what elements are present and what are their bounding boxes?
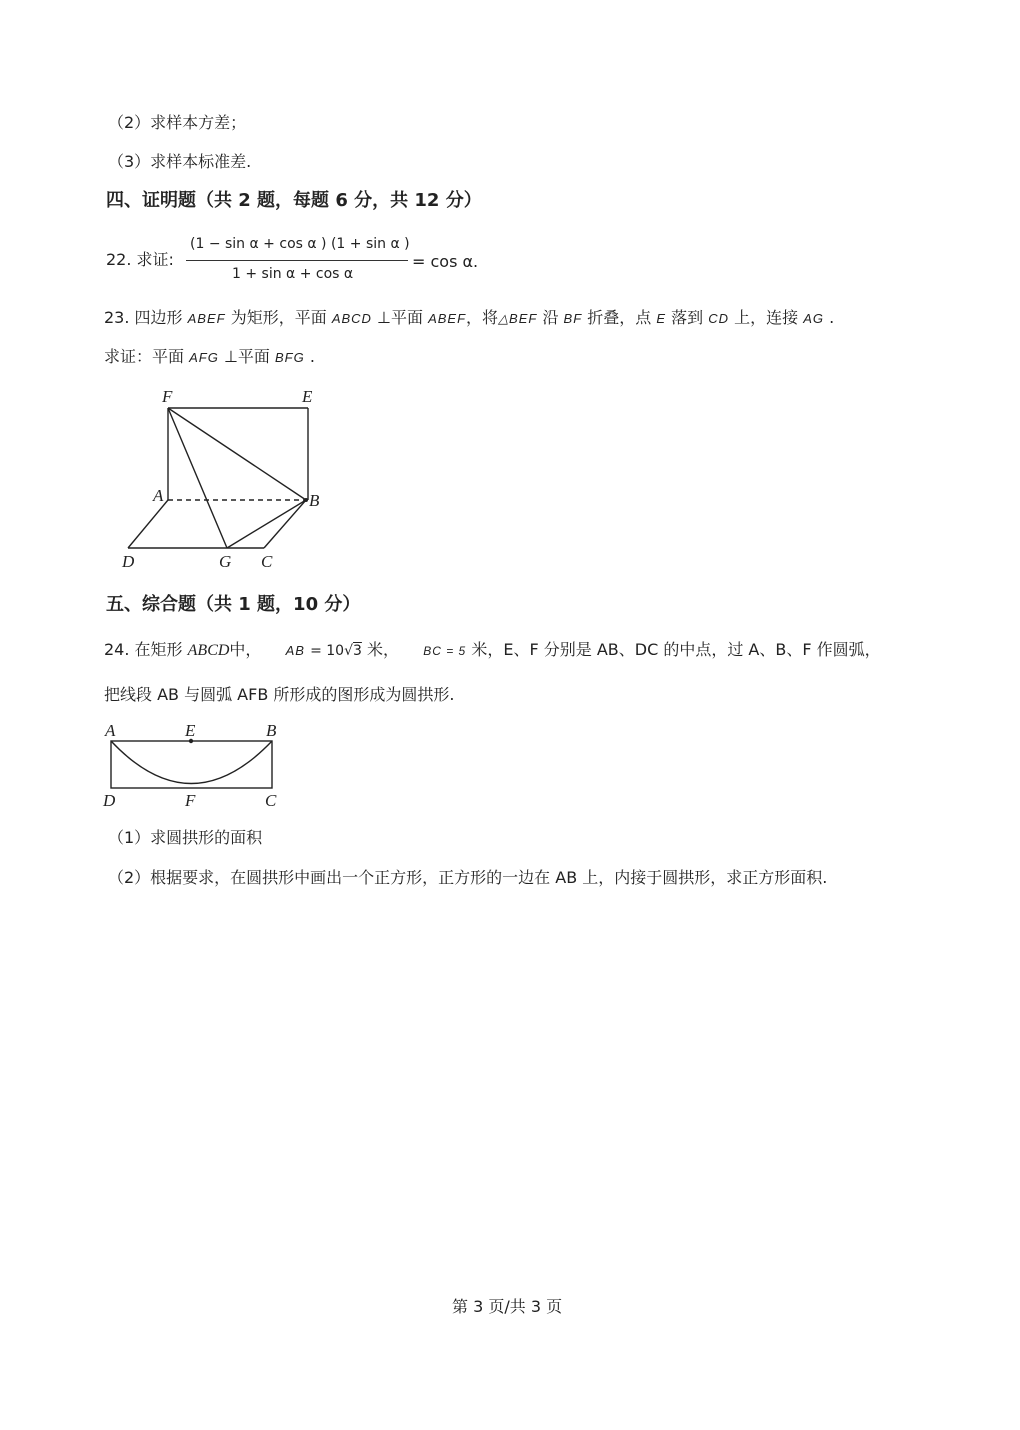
label-C: C bbox=[261, 552, 273, 571]
label-F: F bbox=[185, 791, 196, 810]
q24-part1: （1）求圆拱形的面积 bbox=[108, 828, 263, 847]
math-ABEF: ABEF bbox=[187, 311, 226, 326]
q23-text: 平面 bbox=[390, 308, 423, 327]
page-number: 第 3 页/共 3 页 bbox=[452, 1297, 563, 1316]
q24-text: 中， bbox=[229, 640, 262, 659]
label-F: F bbox=[162, 387, 173, 406]
q24-arch-figure bbox=[100, 718, 290, 814]
q23-text: . bbox=[829, 308, 835, 327]
math-eq-10: = 10 bbox=[310, 643, 345, 659]
math-AG: AG bbox=[803, 311, 825, 326]
q24-text: 米， bbox=[367, 640, 400, 659]
label-G: G bbox=[219, 552, 232, 571]
q23-line2 bbox=[104, 347, 315, 368]
label-D: D bbox=[122, 552, 135, 571]
arc-AFB bbox=[111, 741, 272, 784]
q23-text: 23. 四边形 bbox=[104, 308, 183, 327]
rectangle-ABCD bbox=[111, 741, 272, 788]
q23-text: 求证：平面 bbox=[104, 347, 185, 366]
q22-label: 22. 求证: bbox=[106, 250, 174, 269]
edge-AD bbox=[128, 500, 168, 548]
q23-text: 为矩形，平面 bbox=[230, 308, 327, 327]
q23-text: 平面 bbox=[237, 347, 270, 366]
label-E: E bbox=[185, 721, 196, 740]
fraction-bar bbox=[186, 260, 408, 261]
q23-text: ，将 bbox=[466, 308, 499, 327]
q22-denominator: 1 + sin α + cos α bbox=[232, 266, 354, 282]
edge-GB bbox=[227, 500, 306, 548]
label-E: E bbox=[302, 387, 313, 406]
q23-text: 落到 bbox=[671, 308, 704, 327]
q24-text: 24. 在矩形 bbox=[104, 640, 183, 659]
q23-text: 折叠，点 bbox=[587, 308, 652, 327]
math-radicand: 3 bbox=[352, 643, 362, 659]
math-ABCD: ABCD bbox=[187, 642, 230, 659]
label-B: B bbox=[309, 491, 320, 510]
math-triangle-BEF: △BEF bbox=[498, 311, 538, 326]
label-C: C bbox=[265, 791, 277, 810]
point-B bbox=[304, 498, 308, 502]
q23-text: 上，连接 bbox=[734, 308, 799, 327]
q24-line2: 把线段 AB 与圆弧 AFB 所形成的图形成为圆拱形. bbox=[104, 685, 455, 704]
q22-rhs: = cos α. bbox=[412, 252, 479, 271]
perp-symbol: ⊥ bbox=[377, 308, 391, 327]
math-AFG: AFG bbox=[189, 350, 219, 365]
q23-line1 bbox=[104, 308, 834, 329]
math-BFG: BFG bbox=[274, 350, 305, 365]
label-B: B bbox=[266, 721, 277, 740]
sqrt-symbol: √ bbox=[344, 643, 353, 659]
math-BC: BC = 5 bbox=[423, 644, 467, 658]
q22-numerator: (1 − sin α + cos α ) (1 + sin α ) bbox=[190, 236, 410, 252]
q23-text: 沿 bbox=[542, 308, 559, 327]
q24-text: E、F 分别是 AB、DC 的中点，过 A、B、F 作圆弧， bbox=[503, 640, 881, 659]
math-BF: BF bbox=[563, 311, 583, 326]
q24-part2: （2）根据要求，在圆拱形中画出一个正方形，正方形的一边在 AB 上，内接于圆拱形，求正方形面积. bbox=[108, 868, 828, 887]
section-5-heading: 五、综合题（共 1 题，10 分） bbox=[106, 594, 361, 615]
edge-CB bbox=[264, 500, 306, 548]
label-A: A bbox=[153, 486, 164, 505]
q24-text: 米， bbox=[471, 640, 504, 659]
q24-line1 bbox=[104, 640, 881, 661]
section-4-heading: 四、证明题（共 2 题，每题 6 分，共 12 分） bbox=[106, 190, 482, 211]
edge-FG bbox=[168, 408, 227, 548]
math-AB: AB bbox=[285, 643, 305, 658]
math-ABEF: ABEF bbox=[428, 311, 467, 326]
label-A: A bbox=[105, 721, 116, 740]
perp-symbol: ⊥ bbox=[223, 347, 238, 366]
q23-text: . bbox=[309, 347, 315, 366]
edge-FB bbox=[168, 408, 306, 500]
q23-fold-figure bbox=[110, 384, 330, 574]
math-CD: CD bbox=[708, 311, 730, 326]
q21-part2: （2）求样本方差； bbox=[108, 113, 247, 132]
math-E: E bbox=[656, 311, 667, 326]
q21-part3: （3）求样本标准差. bbox=[108, 152, 252, 171]
math-ABCD: ABCD bbox=[331, 311, 372, 326]
label-D: D bbox=[103, 791, 116, 810]
